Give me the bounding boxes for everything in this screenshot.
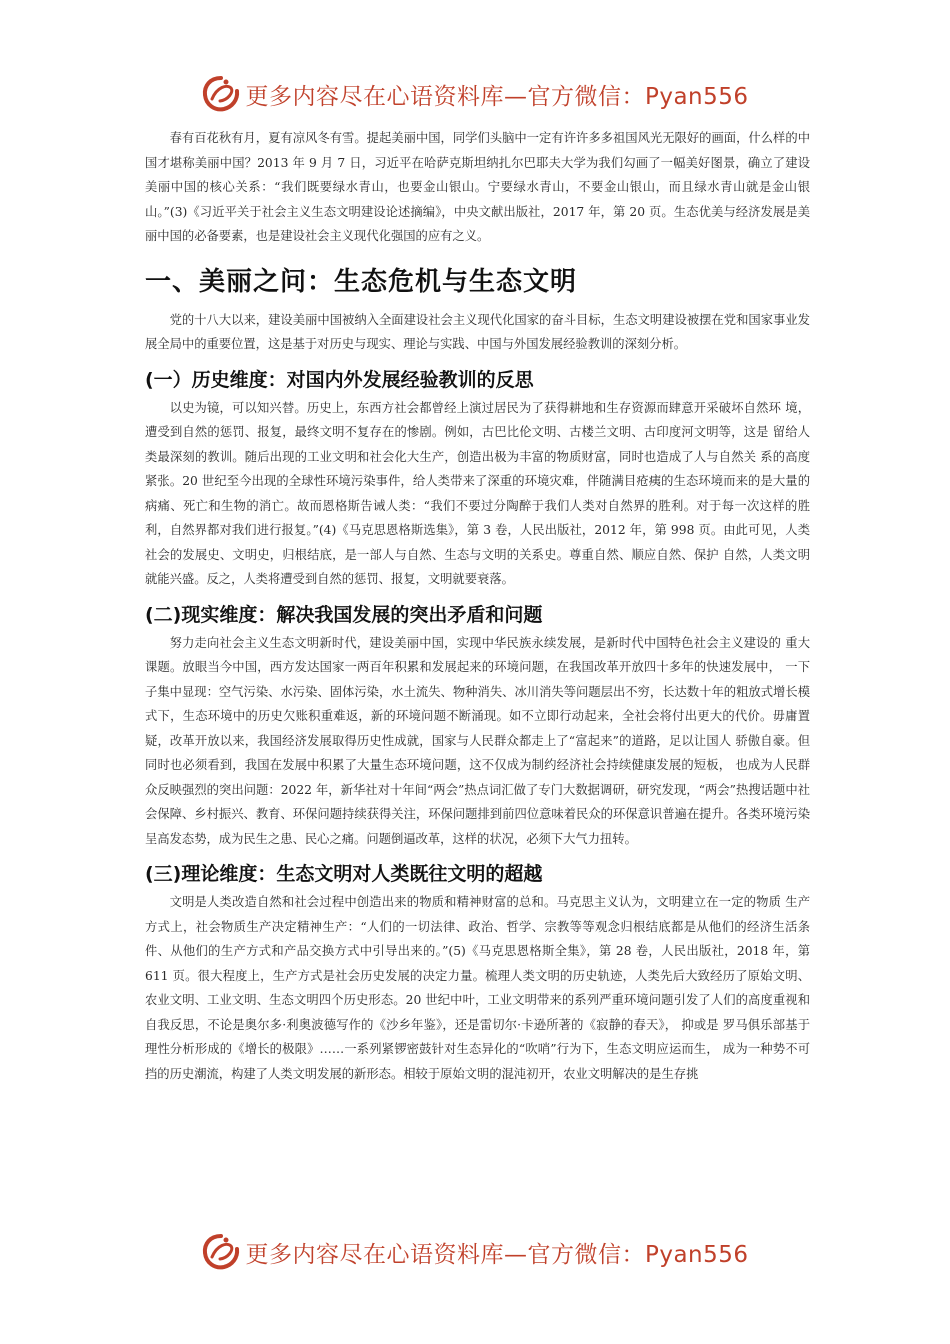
subsection-3-paragraph: 文明是人类改造自然和社会过程中创造出来的物质和精神财富的总和。马克思主义认为，文明建立在一定的物质 生产方式上，社会物质生产决定精神生产：“人们的一切法律、政治、哲学、宗教等等观念归根结底都是从他们的经济生活条件、从他们的生产方式和产品交换方式中引导出来的。”(5)《马克思恩格斯全集》，第 28 卷，人民出版社，2018 年，第 611 页。很大程度上，生产方式是社会历史发展的决定力量。梳理人类文明的历史轨迹，人类先后大致经历了原始文明、农业文明、工业文明、生态文明四个历史形态。20 世纪中叶，工业文明带来的系列严重环境问题引发了人们的高度重视和自我反思，不论是奥尔多·利奥波德写作的《沙乡年鉴》，还是雷切尔·卡逊所著的《寂静的春天》， 抑或是 罗马俱乐部基于理性分析形成的《增长的极限》……一系列紧锣密鼓针对生态异化的“吹哨”行为下，生态文明应运而生， 成为一种势不可挡的历史潮流，构建了人类文明发展的新形态。相较于原始文明的混沌初开，农业文明解决的是生存挑 — [145, 895, 810, 1081]
subsection-2-paragraph: 努力走向社会主义生态文明新时代，建设美丽中国，实现中华民族永续发展，是新时代中国特色社会主义建设的 重大课题。放眼当今中国，西方发达国家一两百年积累和发展起来的环境问题，在我国改革开放四十多年的快速发展中， 一下子集中显现：空气污染、水污染、固体污染，水土流失、物种消失、冰川消失等问题层出不穷，长达数十年的粗放式增长模式下，生态环境中的历史欠账积重难返，新的环境问题不断涌现。如不立即行动起来，全社会将付出更大的代价。毋庸置疑，改革开放以来，我国经济发展取得历史性成就，国家与人民群众都走上了“富起来”的道路，足以让国人 骄傲自豪。但同时也必须看到，我国在发展中积累了大量生态环境问题，这不仅成为制约经济社会持续健康发展的短板， 也成为人民群众反映强烈的突出问题：2022 年，新华社对十年间“两会”热点词汇做了专门大数据调研，研究发现，“两会”热搜话题中社会保障、乡村振兴、教育、环保问题持续获得关注，环保问题排到前四位意味着民众的环保意识普遍在提升。各类环境污染呈高发态势，成为民生之患、民心之痛。问题倒逼改革，这样的状况，必须下大气力扭转。 — [145, 635, 810, 846]
intro-paragraph: 春有百花秋有月，夏有凉风冬有雪。提起美丽中国，同学们头脑中一定有许许多多祖国风光无限好的画面，什么样的中国才堪称美丽中国？2013 年 9 月 7 日，习近平在哈萨克斯坦纳扎尔巴耶夫大学为我们勾画了一幅美好图景，确立了建设美丽中国的核心关系：“我们既要绿水青山，也要金山银山。宁要绿水青山，不要金山银山，而且绿水青山就是金山银山。”(3)《习近平关于社会主义生态文明建设论述摘编》，中央文献出版社，2017 年，第 20 页。生态优美与经济发展是美丽中国的必备要素，也是建设社会主义现代化强国的应有之义。 — [145, 131, 810, 243]
banner-text: 更多内容尽在心语资料库—官方微信：Pyan556 — [245, 1241, 749, 1268]
brush-stroke-logo-icon — [201, 74, 241, 114]
subsection-1-paragraph: 以史为镜，可以知兴替。历史上，东西方社会都曾经上演过居民为了获得耕地和生存资源而肆意开采破坏自然环 境，遭受到自然的惩罚、报复，最终文明不复存在的惨剧。例如，古巴比伦文明、古楼兰文明、古印度河文明等，这是 留给人类最深刻的教训。随后出现的工业文明和社会化大生产，创造出极为丰富的物质财富，同时也造成了人与自然关 系的高度紧张。20 世纪至今出现的全球性环境污染事件，给人类带来了深重的环境灾难，伴随满目疮痍的生态环境而来的是大量的病痛、死亡和生物的消亡。故而恩格斯告诫人类：“我们不要过分陶醉于我们人类对自然界的胜利。对于每一次这样的胜利，自然界都对我们进行报复。”(4)《马克思恩格斯选集》，第 3 卷，人民出版社，2012 年，第 998 页。由此可见，人类社会的发展史、文明史，归根结底，是一部人与自然、生态与文明的关系史。尊重自然、顺应自然、保护 自然，人类文明就能兴盛。反之，人类将遭受到自然的惩罚、报复，文明就要衰落。 — [145, 400, 810, 586]
footer-banner — [0, 1230, 950, 1274]
subsection-1-title: (一）历史维度：对国内外发展经验教训的反思 — [145, 368, 534, 391]
subsection-3-title: (三)理论维度：生态文明对人类既往文明的超越 — [145, 863, 543, 885]
subsection-2-title: (二)现实维度：解决我国发展的突出矛盾和问题 — [145, 603, 543, 626]
banner-text: 更多内容尽在心语资料库—官方微信：Pyan556 — [245, 83, 749, 110]
header-banner — [0, 72, 950, 116]
section-1-lead: 党的十八大以来，建设美丽中国被纳入全面建设社会主义现代化国家的奋斗目标，生态文明建设被摆在党和国家事业发展全局中的重要位置，这是基于对历史与现实、理论与实践、中国与外国发展经验教训的深刻分析。 — [145, 312, 810, 351]
section-1-title: 一、美丽之问：生态危机与生态文明 — [145, 266, 578, 297]
brush-stroke-logo-icon — [201, 1232, 241, 1272]
document-body — [145, 126, 810, 1094]
